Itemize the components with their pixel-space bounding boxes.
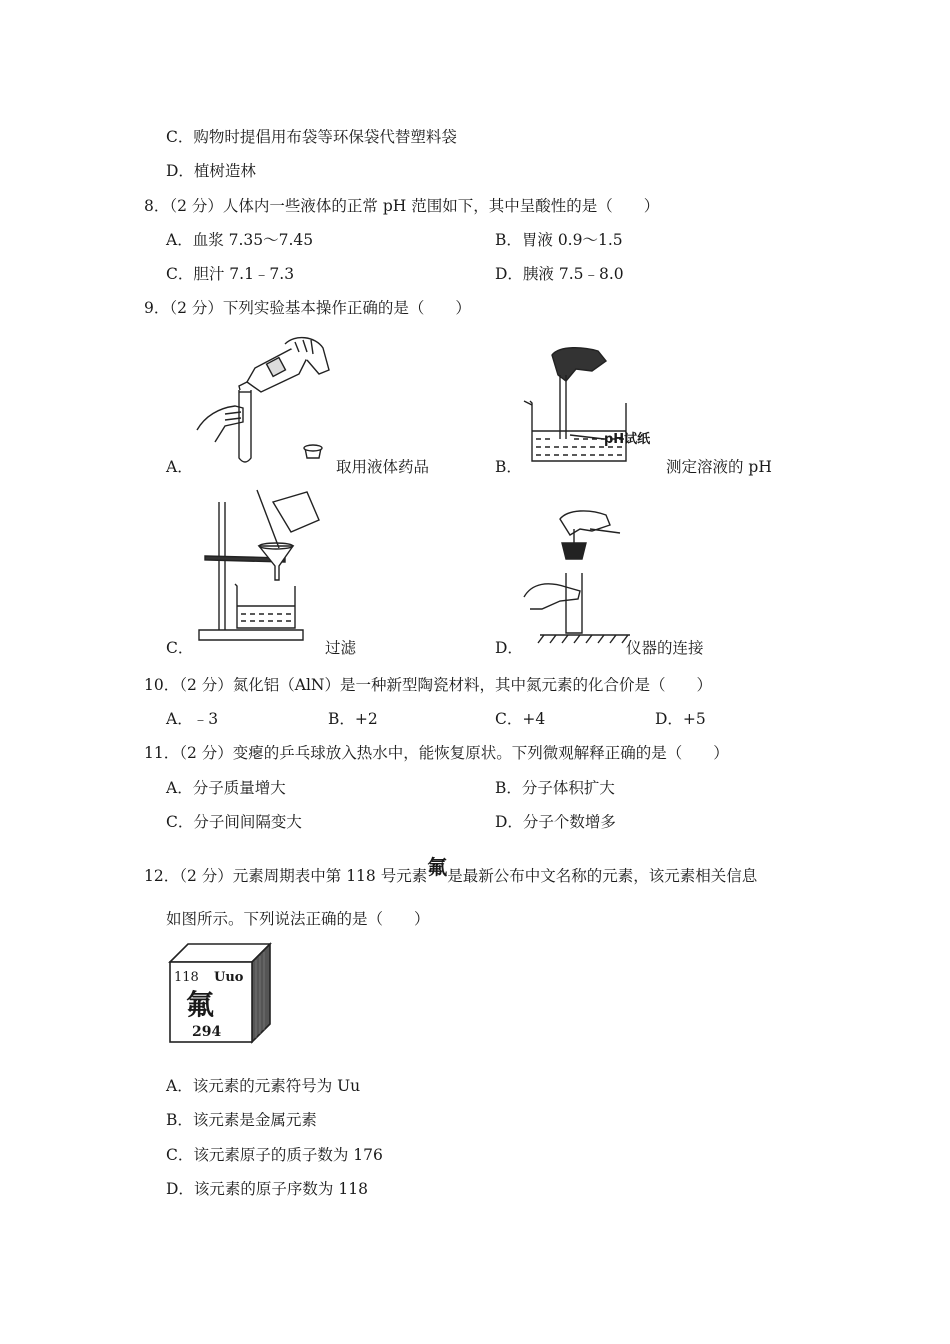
q8-option-b: B．胃液 0.9～1.5 bbox=[495, 231, 623, 249]
q7-option-d: D．植树造林 bbox=[166, 162, 256, 180]
q12-option-a: A．该元素的元素符号为 Uu bbox=[166, 1077, 361, 1095]
q11-option-a: A．分子质量增大 bbox=[166, 779, 286, 797]
q11-option-b: B．分子体积扩大 bbox=[495, 779, 615, 797]
q10-option-a: A．﹣3 bbox=[166, 710, 219, 728]
q11-option-d: D．分子个数增多 bbox=[495, 813, 616, 831]
q10-stem: 10．（2 分）氮化铝（AlN）是一种新型陶瓷材料，其中氮元素的化合价是（ ） bbox=[144, 676, 712, 694]
q12-stem-after: 是最新公布中文名称的元素，该元素相关信息 bbox=[447, 867, 758, 885]
ph-paper-label: pH试纸 bbox=[604, 432, 651, 447]
q11-option-c: C．分子间间隔变大 bbox=[166, 813, 302, 831]
q9-option-d-text: 仪器的连接 bbox=[626, 639, 704, 657]
element-atomic-mass: 294 bbox=[192, 1024, 222, 1040]
q9-stem: 9．（2 分）下列实验基本操作正确的是（ ） bbox=[144, 299, 471, 317]
q9-option-d-letter: D． bbox=[495, 639, 523, 657]
q10-option-c: C．+4 bbox=[495, 710, 546, 728]
q8-option-a: A．血浆 7.35～7.45 bbox=[166, 231, 314, 249]
figure-filtration bbox=[195, 488, 355, 648]
q12-option-d: D．该元素的原子序数为 118 bbox=[166, 1180, 368, 1198]
q7-option-c: C．购物时提倡用布袋等环保袋代替塑料袋 bbox=[166, 128, 457, 146]
element-name: 氟 bbox=[186, 988, 215, 1021]
figure-pouring-liquid bbox=[195, 330, 335, 470]
q9-option-a-text: 取用液体药品 bbox=[336, 458, 430, 476]
element-tile bbox=[166, 940, 276, 1044]
q8-option-d: D．胰液 7.5﹣8.0 bbox=[495, 265, 624, 283]
q8-option-c: C．胆汁 7.1﹣7.3 bbox=[166, 265, 295, 283]
q10-option-b: B．+2 bbox=[328, 710, 378, 728]
q10-option-d: D．+5 bbox=[655, 710, 706, 728]
figure-instrument-connection bbox=[520, 505, 630, 645]
q8-stem: 8．（2 分）人体内一些液体的正常 pH 范围如下，其中呈酸性的是（ ） bbox=[144, 197, 660, 215]
q9-option-a-letter: A． bbox=[166, 458, 193, 476]
q12-option-c: C．该元素原子的质子数为 176 bbox=[166, 1146, 383, 1164]
q12-element-glyph: 氟 bbox=[427, 855, 448, 879]
q11-stem: 11．（2 分）变瘪的乒乓球放入热水中，能恢复原状。下列微观解释正确的是（ ） bbox=[144, 744, 729, 762]
q12-stem-line1 bbox=[144, 855, 758, 886]
figure-ph-test bbox=[520, 345, 665, 470]
element-symbol: Uuo bbox=[214, 970, 244, 985]
q9-option-c-text: 过滤 bbox=[325, 639, 357, 657]
q9-option-b-letter: B． bbox=[495, 458, 522, 476]
element-atomic-number: 118 bbox=[174, 970, 199, 985]
q12-option-b: B．该元素是金属元素 bbox=[166, 1111, 317, 1129]
q12-stem-before: 12．（2 分）元素周期表中第 118 号元素 bbox=[144, 867, 428, 885]
q9-option-b-text: 测定溶液的 pH bbox=[666, 458, 772, 476]
q12-stem-line2: 如图所示。下列说法正确的是（ ） bbox=[166, 910, 430, 928]
q9-option-c-letter: C． bbox=[166, 639, 194, 657]
